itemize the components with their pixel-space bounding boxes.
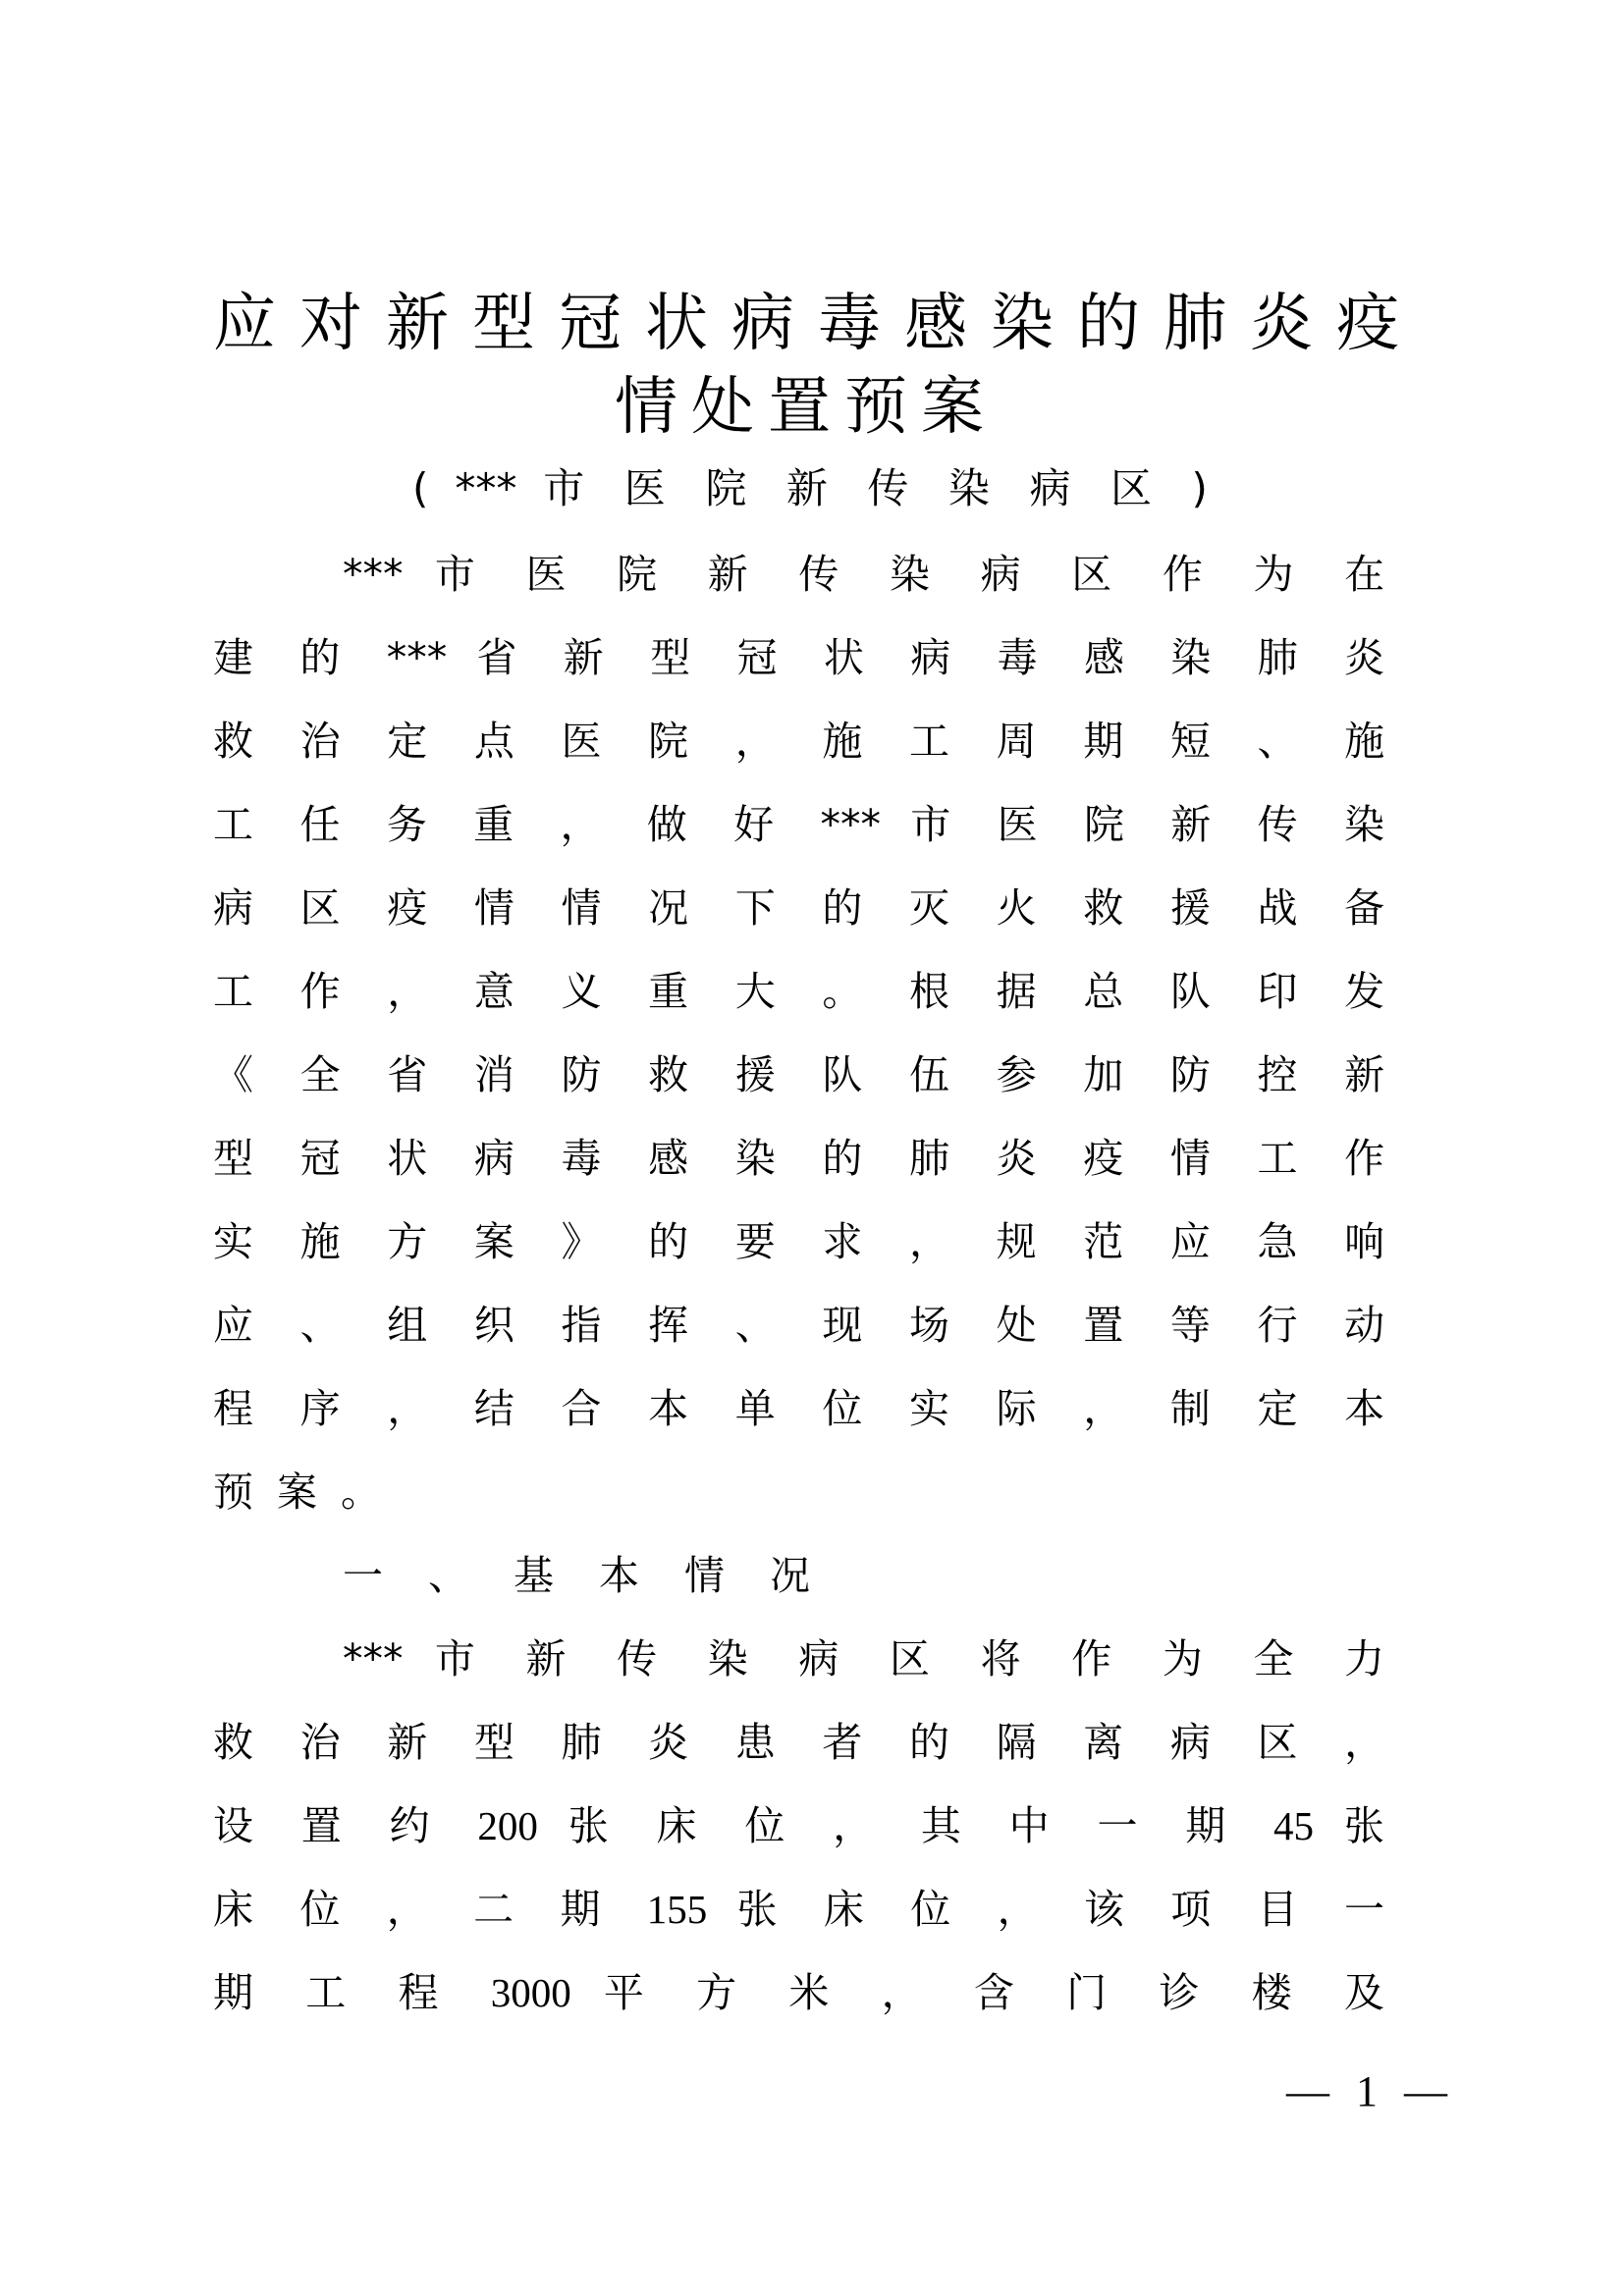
text-char: 门: [1066, 1969, 1127, 2016]
text-char: 炎: [1250, 288, 1315, 360]
text-char: 省: [387, 1051, 445, 1098]
text-char: 该: [1083, 1886, 1142, 1933]
text-char: 约: [389, 1802, 448, 1849]
text-char: 一: [1097, 1802, 1156, 1849]
text-char: 感: [1083, 634, 1142, 681]
paragraph-line: 预案。: [213, 1468, 405, 1516]
text-char: 期: [1185, 1802, 1244, 1849]
text-char: 毒: [818, 288, 883, 360]
text-char: 染: [1344, 801, 1385, 848]
text-char: 传: [617, 1635, 677, 1682]
text-char: 病: [213, 884, 271, 932]
text-char: 张: [568, 1802, 626, 1849]
text-char: 作: [299, 968, 357, 1015]
number-token: 155: [646, 1887, 708, 1932]
text-char: 《: [213, 1051, 271, 1098]
text-char: 肺: [1164, 288, 1228, 360]
text-char: 隔: [996, 1719, 1054, 1766]
paragraph-line: [213, 1034, 1384, 1117]
text-char: 情: [473, 884, 532, 932]
text-char: 区: [299, 884, 357, 932]
text-char: 义: [561, 968, 619, 1015]
text-char: 置: [1083, 1302, 1141, 1349]
text-char: 感: [648, 1135, 706, 1182]
text-char: 的: [299, 634, 357, 681]
text-char: 位: [744, 1802, 803, 1849]
text-char: 作: [1162, 551, 1222, 598]
text-char: 在: [1344, 551, 1385, 598]
text-char: 病: [980, 551, 1040, 598]
text-char: 传: [798, 551, 858, 598]
text-char: 肺: [909, 1135, 967, 1182]
text-char: 情: [1169, 1135, 1228, 1182]
text-char: ，: [1083, 1385, 1141, 1432]
text-char: 结: [473, 1385, 532, 1432]
section-heading: 一、基本情况: [343, 1552, 855, 1599]
text-char: 患: [734, 1719, 793, 1766]
text-char: 》: [561, 1218, 619, 1265]
text-char: 实: [909, 1385, 967, 1432]
text-char: 任: [299, 801, 357, 848]
text-char: 方: [387, 1218, 445, 1265]
text-char: 米: [788, 1969, 849, 2016]
text-char: 治: [299, 718, 357, 765]
text-char: 新: [785, 464, 841, 512]
document-title-line-2: 情处置预案: [615, 371, 998, 444]
text-char: 病: [798, 1635, 858, 1682]
text-char: 冠: [736, 634, 794, 681]
text-char: 床: [213, 1886, 271, 1933]
text-char: 中: [1008, 1802, 1067, 1849]
text-char: 市: [434, 551, 495, 598]
text-char: 。: [822, 968, 880, 1015]
text-char: (: [412, 464, 429, 512]
text-char: 工: [305, 1969, 366, 2016]
text-char: 下: [734, 884, 793, 932]
text-char: 工: [1257, 1135, 1315, 1182]
paragraph-line: [213, 1951, 1384, 2035]
text-char: 肺: [1257, 634, 1315, 681]
text-char: ，: [1344, 1719, 1385, 1766]
text-char: 急: [1257, 1218, 1315, 1265]
text-char: 二: [473, 1886, 531, 1933]
text-char: 工: [909, 718, 967, 765]
text-char: 根: [909, 968, 967, 1015]
text-char: 总: [1083, 968, 1141, 1015]
text-char: 医: [997, 801, 1055, 848]
text-char: 院: [705, 464, 760, 512]
text-char: 场: [909, 1302, 967, 1349]
text-char: 区: [1257, 1719, 1315, 1766]
text-char: 据: [996, 968, 1054, 1015]
text-char: 做: [646, 801, 704, 848]
text-char: ，: [909, 1218, 967, 1265]
text-char: 床: [656, 1802, 715, 1849]
text-char: 援: [734, 1051, 793, 1098]
text-char: ，: [560, 801, 618, 848]
paragraph-line: [213, 950, 1384, 1034]
text-char: 疫: [1083, 1135, 1141, 1182]
text-char: 医: [561, 718, 619, 765]
text-char: 状: [387, 1135, 445, 1182]
number-token: 45: [1273, 1803, 1314, 1848]
text-char: 、: [1257, 718, 1315, 765]
text-char: 范: [1083, 1218, 1141, 1265]
text-char: 炎: [648, 1719, 706, 1766]
paragraph-line: [213, 867, 1384, 950]
text-char: 张: [1343, 1802, 1384, 1849]
text-char: 施: [1344, 718, 1385, 765]
text-char: 动: [1344, 1302, 1385, 1349]
text-char: 应: [1169, 1218, 1228, 1265]
text-char: 置: [300, 1802, 359, 1849]
text-char: 院: [617, 551, 677, 598]
text-char: 对: [299, 288, 364, 360]
document-subtitle: [412, 459, 1208, 518]
text-char: 况: [648, 884, 706, 932]
text-char: 冠: [559, 288, 623, 360]
text-char: 市: [543, 464, 598, 512]
text-char: 周: [996, 718, 1054, 765]
text-char: 伍: [909, 1051, 967, 1098]
text-char: 实: [213, 1218, 271, 1265]
text-char: 织: [473, 1302, 532, 1349]
paragraph-line: [213, 1284, 1384, 1367]
text-char: 市: [910, 801, 968, 848]
text-char: 发: [1344, 968, 1385, 1015]
text-char: 项: [1170, 1886, 1228, 1933]
text-char: 疫: [387, 884, 445, 932]
text-char: 者: [822, 1719, 880, 1766]
text-char: 染: [1170, 634, 1228, 681]
number-token: 3000: [490, 1970, 571, 2015]
text-char: 防: [561, 1051, 619, 1098]
paragraph-line: [213, 1201, 1384, 1284]
text-char: 染: [947, 464, 1003, 512]
paragraph-line: [213, 1618, 1384, 1701]
text-char: 病: [731, 288, 796, 360]
text-char: 队: [822, 1051, 880, 1098]
text-char: 单: [734, 1385, 793, 1432]
document-body: [213, 533, 1384, 2035]
text-char: 印: [1257, 968, 1315, 1015]
text-char: 为: [1253, 551, 1313, 598]
text-char: 救: [213, 1719, 271, 1766]
text-char: 期: [560, 1886, 618, 1933]
paragraph-line: [213, 783, 1384, 867]
text-char: ***: [343, 1635, 404, 1682]
text-char: 市: [434, 1635, 495, 1682]
text-char: 等: [1169, 1302, 1228, 1349]
text-char: 肺: [561, 1719, 619, 1766]
text-char: 点: [473, 718, 532, 765]
text-char: 救: [213, 718, 271, 765]
text-char: 要: [734, 1218, 793, 1265]
text-char: ，: [997, 1886, 1055, 1933]
text-char: 重: [648, 968, 706, 1015]
text-char: 设: [213, 1802, 271, 1849]
text-char: ，: [387, 1385, 445, 1432]
paragraph-line: [213, 1367, 1384, 1451]
text-char: 传: [1257, 801, 1315, 848]
text-char: 省: [476, 634, 534, 681]
text-char: 程: [213, 1385, 271, 1432]
paragraph-line: [213, 1785, 1384, 1868]
text-char: 传: [867, 464, 922, 512]
text-char: 作: [1071, 1635, 1131, 1682]
text-char: 大: [734, 968, 793, 1015]
text-char: 火: [996, 884, 1054, 932]
text-char: 张: [736, 1886, 794, 1933]
text-char: 防: [1169, 1051, 1228, 1098]
text-char: 挥: [648, 1302, 706, 1349]
text-char: ，: [386, 1886, 444, 1933]
text-char: ***: [820, 801, 882, 848]
text-char: 队: [1169, 968, 1228, 1015]
text-char: 位: [299, 1886, 357, 1933]
text-char: 参: [996, 1051, 1054, 1098]
text-char: 平: [603, 1969, 664, 2016]
text-char: ***: [455, 464, 517, 512]
text-char: 制: [1169, 1385, 1228, 1432]
text-char: 控: [1257, 1051, 1315, 1098]
text-char: 工: [213, 801, 271, 848]
text-char: 意: [473, 968, 532, 1015]
text-char: 应: [213, 288, 278, 360]
text-char: 的: [648, 1218, 706, 1265]
text-char: 、: [734, 1302, 793, 1349]
text-char: 将: [980, 1635, 1040, 1682]
text-char: ***: [386, 634, 448, 681]
text-char: 建: [213, 634, 271, 681]
text-char: 医: [623, 464, 679, 512]
text-char: 备: [1344, 884, 1385, 932]
text-char: 组: [387, 1302, 445, 1349]
text-char: 际: [996, 1385, 1054, 1432]
text-char: 新: [707, 551, 767, 598]
text-char: 及: [1343, 1969, 1384, 2016]
text-char: 院: [1083, 801, 1142, 848]
text-char: 毒: [997, 634, 1055, 681]
text-char: 务: [386, 801, 444, 848]
text-char: 求: [822, 1218, 880, 1265]
text-char: 好: [733, 801, 791, 848]
text-char: 援: [1169, 884, 1228, 932]
text-char: 新: [563, 634, 621, 681]
text-char: 新: [386, 288, 451, 360]
text-char: 治: [299, 1719, 357, 1766]
text-char: 区: [1071, 551, 1131, 598]
text-char: 应: [213, 1302, 271, 1349]
text-char: 重: [473, 801, 531, 848]
number-token: 200: [477, 1803, 538, 1848]
text-char: 疫: [1336, 288, 1399, 360]
text-char: 病: [1169, 1719, 1228, 1766]
text-char: 新: [387, 1719, 445, 1766]
text-char: 序: [299, 1385, 357, 1432]
paragraph-line: [213, 1117, 1384, 1201]
text-char: 医: [525, 551, 585, 598]
text-char: 染: [707, 1635, 767, 1682]
text-char: 型: [213, 1135, 271, 1182]
text-char: 期: [1083, 718, 1141, 765]
text-char: 一: [1344, 1886, 1385, 1933]
text-char: 案: [473, 1218, 532, 1265]
text-char: 病: [910, 634, 968, 681]
text-char: 灭: [909, 884, 967, 932]
text-char: 新: [1170, 801, 1228, 848]
text-char: 楼: [1251, 1969, 1312, 2016]
text-char: 病: [473, 1135, 532, 1182]
text-char: 诊: [1159, 1969, 1219, 2016]
text-char: ***: [343, 551, 404, 598]
text-char: 冠: [299, 1135, 357, 1182]
text-char: 新: [525, 1635, 585, 1682]
text-char: 本: [648, 1385, 706, 1432]
text-char: ，: [734, 718, 793, 765]
text-char: 型: [472, 288, 537, 360]
text-char: 区: [889, 1635, 949, 1682]
text-char: 新: [1344, 1051, 1385, 1098]
text-char: 离: [1083, 1719, 1141, 1766]
text-char: 含: [973, 1969, 1034, 2016]
text-char: 染: [734, 1135, 793, 1182]
text-char: 救: [648, 1051, 706, 1098]
paragraph-line: [213, 700, 1384, 783]
text-char: ): [1191, 464, 1208, 512]
text-char: 炎: [996, 1135, 1054, 1182]
text-char: 的: [822, 884, 880, 932]
text-char: 区: [1110, 464, 1165, 512]
text-char: 力: [1344, 1635, 1385, 1682]
text-char: 期: [213, 1969, 274, 2016]
text-char: 毒: [561, 1135, 619, 1182]
text-char: 工: [213, 968, 271, 1015]
text-char: 战: [1257, 884, 1315, 932]
text-char: 作: [1344, 1135, 1385, 1182]
paragraph-line: [213, 616, 1384, 700]
text-char: 床: [823, 1886, 882, 1933]
text-char: 炎: [1344, 634, 1385, 681]
text-char: 病: [1029, 464, 1085, 512]
text-char: ，: [881, 1969, 942, 2016]
text-char: 加: [1083, 1051, 1141, 1098]
paragraph-line: [213, 1701, 1384, 1785]
paragraph-line: [213, 1868, 1384, 1951]
text-char: 状: [645, 288, 710, 360]
text-char: 消: [473, 1051, 532, 1098]
text-char: 响: [1344, 1218, 1385, 1265]
text-char: 合: [561, 1385, 619, 1432]
text-char: 规: [996, 1218, 1054, 1265]
text-char: 施: [822, 718, 880, 765]
text-char: 指: [561, 1302, 619, 1349]
text-char: 现: [822, 1302, 880, 1349]
text-char: 、: [299, 1302, 357, 1349]
text-char: 染: [889, 551, 949, 598]
text-char: 其: [920, 1802, 979, 1849]
text-char: ，: [387, 968, 445, 1015]
text-char: 的: [909, 1719, 967, 1766]
text-char: 全: [299, 1051, 357, 1098]
text-char: 院: [648, 718, 706, 765]
paragraph-line: [213, 533, 1384, 616]
text-char: 为: [1162, 1635, 1222, 1682]
text-char: 定: [387, 718, 445, 765]
text-char: ，: [833, 1802, 891, 1849]
text-char: 情: [561, 884, 619, 932]
text-char: 短: [1169, 718, 1228, 765]
text-char: 施: [299, 1218, 357, 1265]
text-char: 位: [822, 1385, 880, 1432]
text-char: 目: [1257, 1886, 1315, 1933]
text-char: 的: [1077, 288, 1142, 360]
text-char: 本: [1344, 1385, 1385, 1432]
text-char: 型: [473, 1719, 532, 1766]
text-char: 型: [650, 634, 708, 681]
text-char: 行: [1257, 1302, 1315, 1349]
text-char: 感: [904, 288, 969, 360]
text-char: 的: [822, 1135, 880, 1182]
text-char: 位: [910, 1886, 968, 1933]
text-char: 定: [1257, 1385, 1315, 1432]
text-char: 染: [991, 288, 1056, 360]
text-char: 状: [823, 634, 882, 681]
text-char: 处: [996, 1302, 1054, 1349]
text-char: 程: [398, 1969, 459, 2016]
text-char: 方: [696, 1969, 757, 2016]
document-title-line-1: [213, 285, 1399, 363]
text-char: 救: [1083, 884, 1141, 932]
page-number: — 1 —: [1286, 2067, 1455, 2115]
text-char: 全: [1253, 1635, 1313, 1682]
